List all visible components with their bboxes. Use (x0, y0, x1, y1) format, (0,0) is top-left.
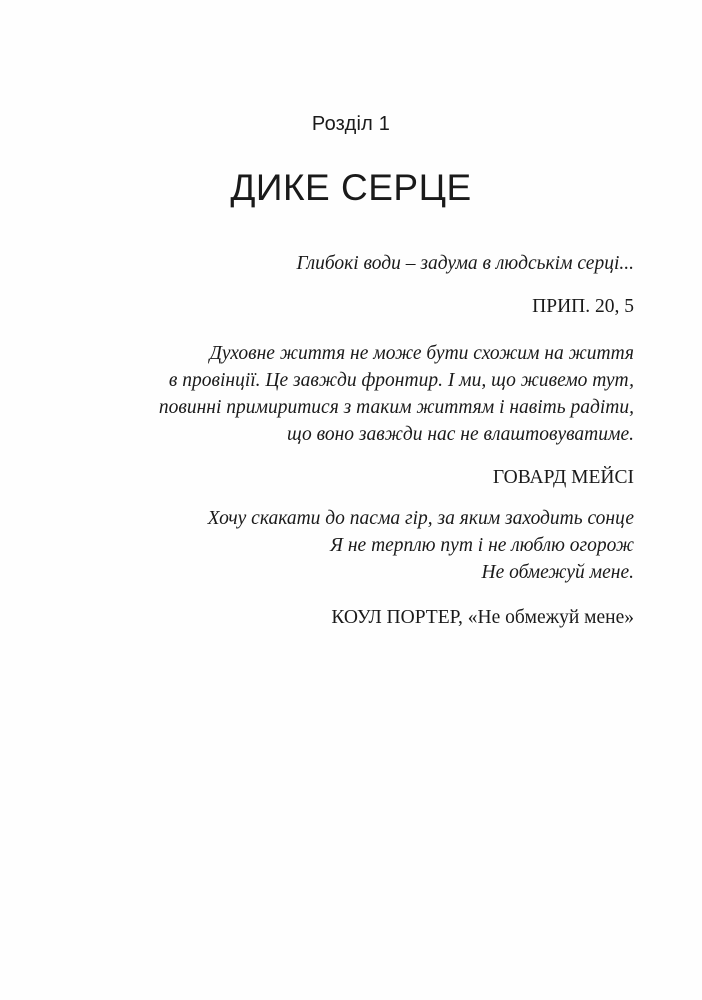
epigraph-line: Я не терплю пут і не люблю огорож (330, 535, 634, 556)
epigraph-line: повинні примиритися з таким життям і навіть радіти, (158, 397, 634, 418)
epigraph-source: ПРИП. 20, 5 (532, 296, 634, 317)
epigraph-line: Духовне життя не може бути схожим на життя (209, 343, 634, 364)
epigraph-source: ГОВАРД МЕЙСІ (492, 467, 634, 488)
epigraph (114, 250, 634, 320)
epigraph-line: Хочу скакати до пасма гір, за яким заходить сонце (207, 508, 634, 529)
epigraph-line: Глибокі води – задума в людськім серці... (296, 253, 634, 274)
chapter-label: Розділ 1 (311, 113, 391, 135)
epigraph (114, 340, 634, 491)
epigraph-line: в провінції. Це завжди фронтир. І ми, що живемо тут, (168, 370, 634, 391)
epigraph (114, 505, 634, 631)
epigraph-source: КОУЛ ПОРТЕР, «Не обмежуй мене» (331, 607, 634, 628)
epigraph-line: що воно завжди нас не влаштовуватиме. (287, 424, 634, 445)
epigraph-line: Не обмежуй мене. (481, 562, 634, 583)
chapter-title: ДИКЕ СЕРЦЕ (230, 167, 472, 208)
